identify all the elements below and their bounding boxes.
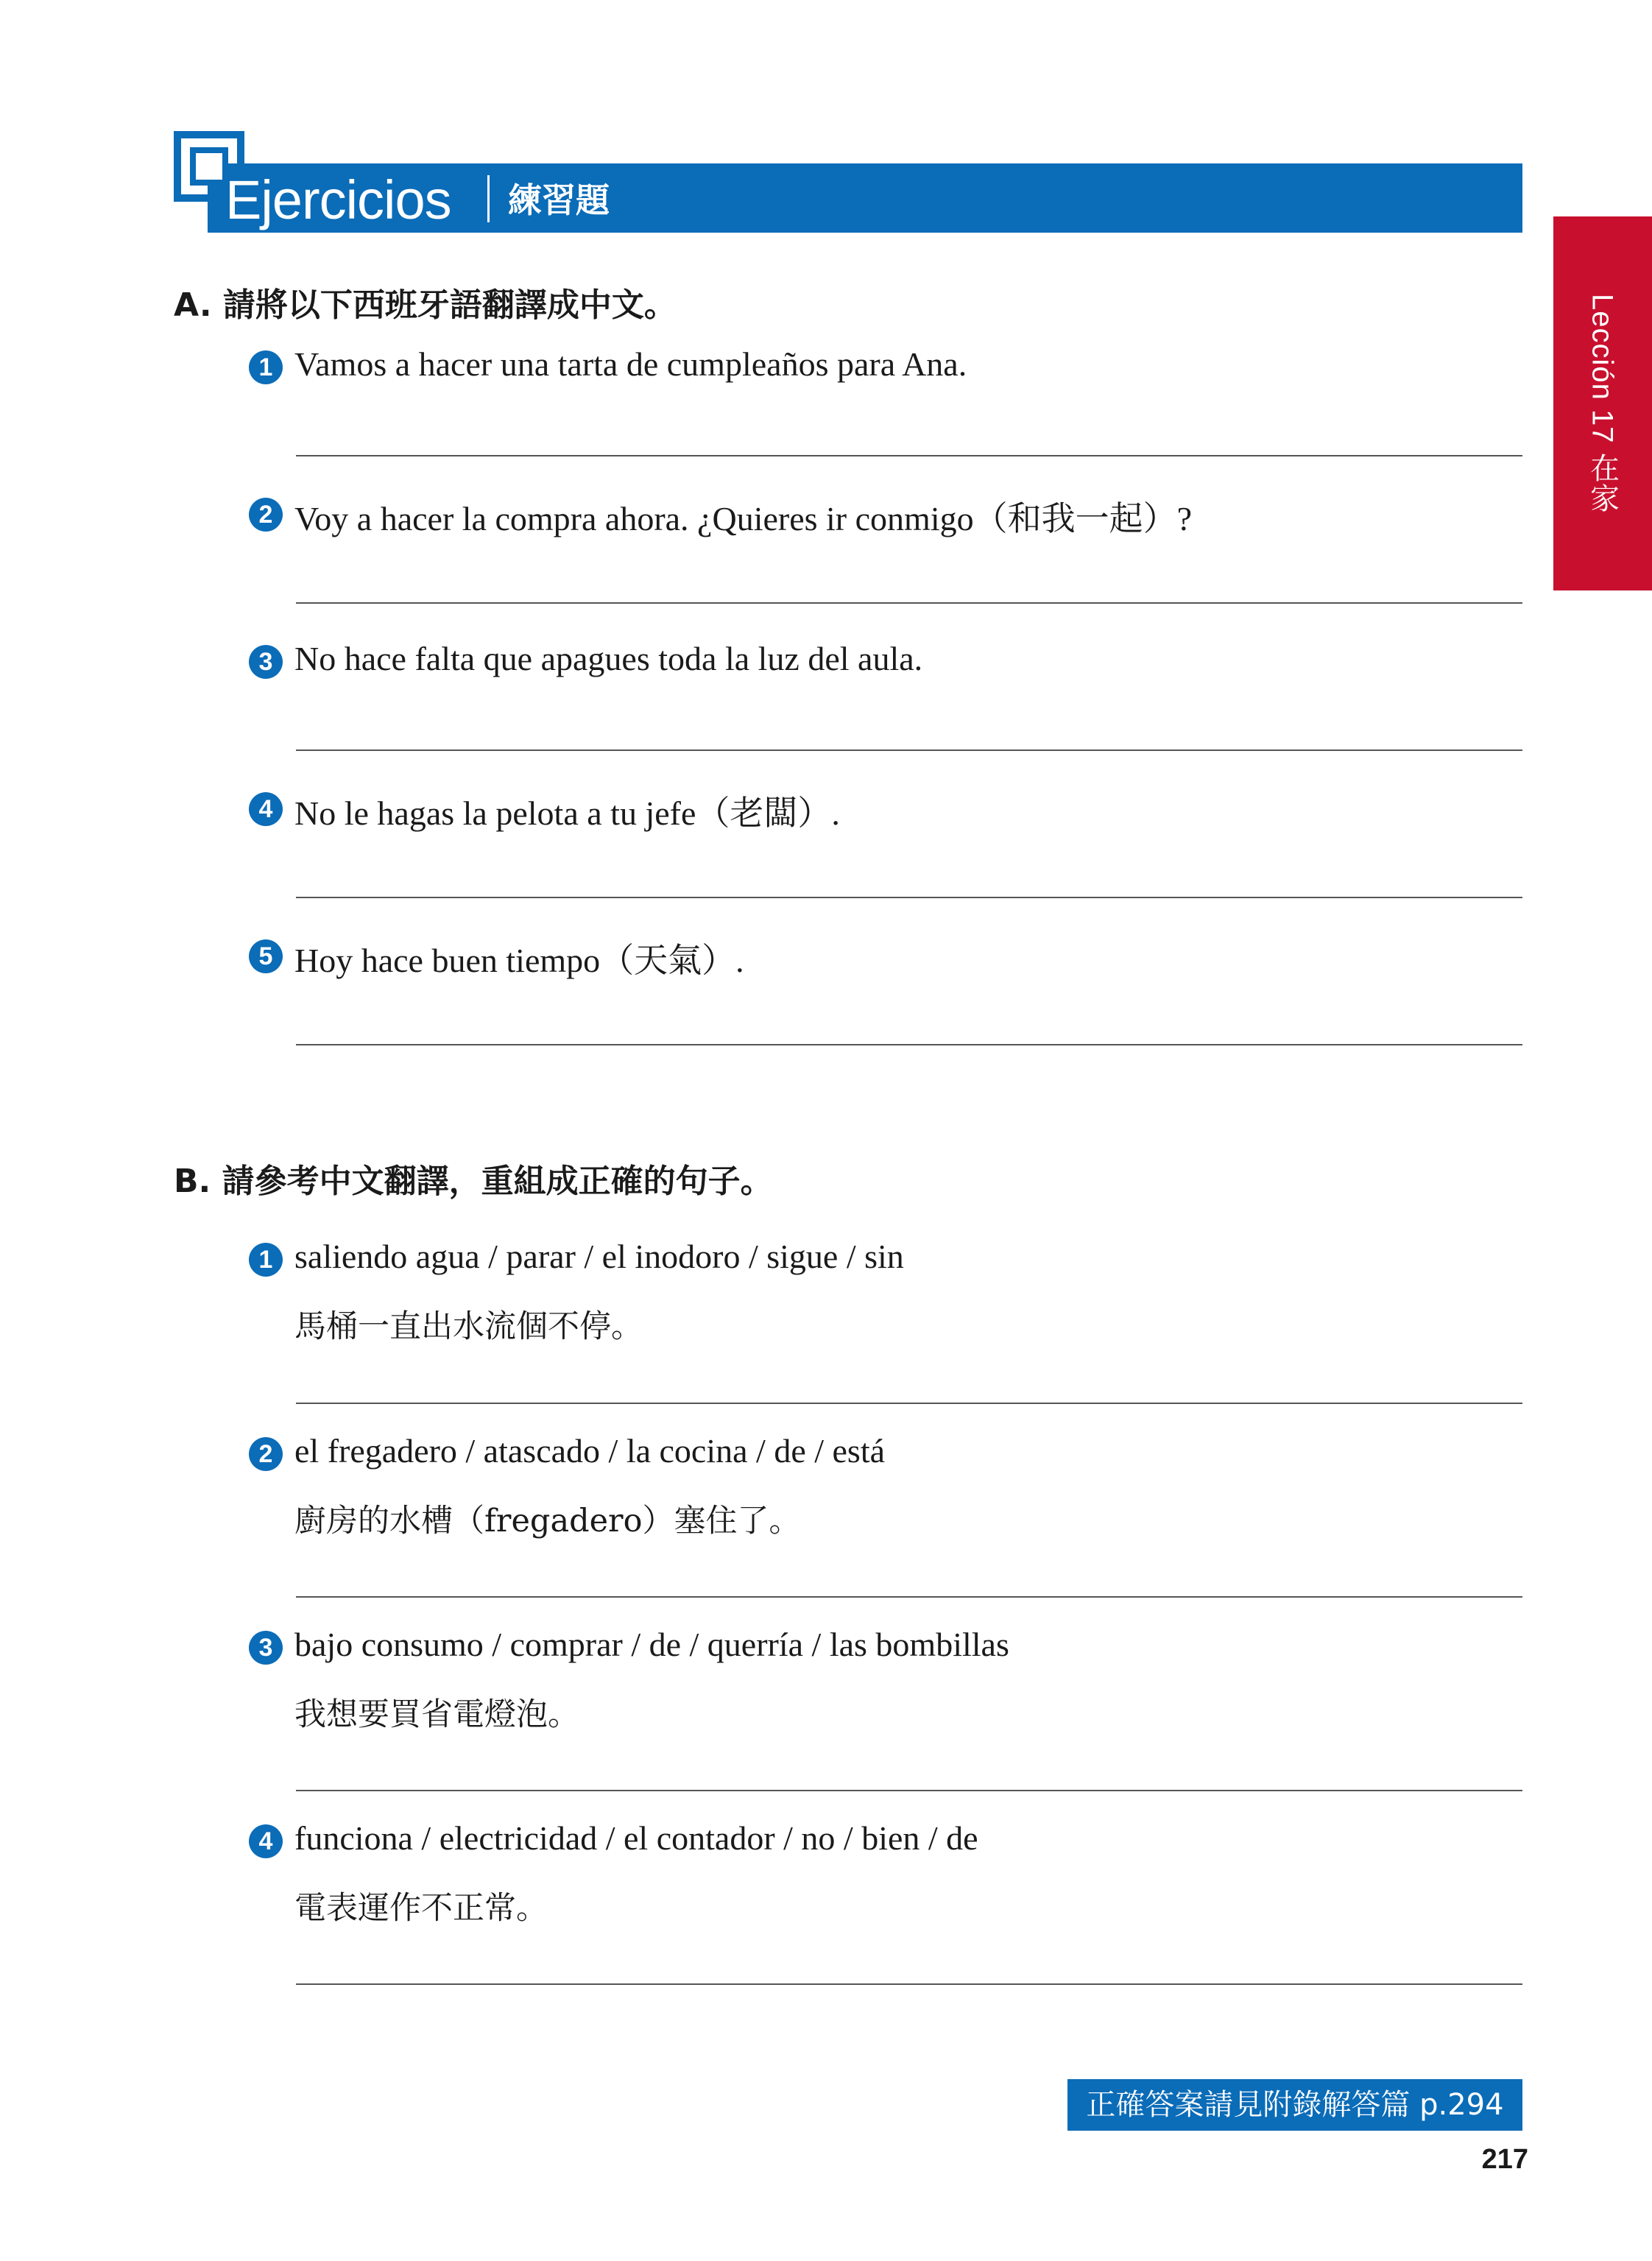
exercise-sentence: No le hagas la pelota a tu jefe（老闆）. [294, 794, 840, 832]
exercise-sentence: No hace falta que apagues toda la luz del aula. [294, 640, 923, 677]
answer-line-b3[interactable] [296, 1790, 1522, 1791]
answer-line-a3[interactable] [296, 749, 1522, 751]
chinese-translation-hint: 廚房的水槽（fregadero）塞住了。 [294, 1503, 801, 1539]
answer-line-a1[interactable] [296, 455, 1522, 456]
answer-line-a4[interactable] [296, 897, 1522, 898]
number-badge: 4 [249, 792, 283, 826]
header-decoration-inner-square [190, 147, 228, 186]
lesson-side-tab-label: Lección 17 在家 [1586, 294, 1619, 513]
lesson-side-tab [1553, 216, 1652, 590]
number-badge: 2 [249, 498, 283, 532]
answer-line-a5[interactable] [296, 1044, 1522, 1045]
section-b-heading: B. 請參考中文翻譯，重組成正確的句子。 [174, 1163, 773, 1200]
page-number: 217 [1481, 2144, 1528, 2175]
exercise-sentence: Voy a hacer la compra ahora. ¿Quieres ir conmigo（和我一起）? [294, 500, 1193, 537]
exercise-sentence: Vamos a hacer una tarta de cumpleaños para Ana. [294, 345, 967, 383]
page-subtitle: 練習題 [508, 180, 610, 220]
header-divider [487, 175, 490, 222]
exercise-sentence: el fregadero / atascado / la cocina / de / está [294, 1432, 886, 1470]
answer-line-b2[interactable] [296, 1596, 1522, 1598]
chinese-translation-hint: 我想要買省電燈泡。 [294, 1696, 579, 1733]
number-badge: 4 [249, 1824, 283, 1858]
number-badge: 3 [249, 645, 283, 679]
exercise-sentence: funciona / electricidad / el contador / no / bien / de [294, 1819, 978, 1857]
number-badge: 3 [249, 1631, 283, 1665]
number-badge: 1 [249, 1243, 283, 1277]
answer-reference-badge: 正確答案請見附錄解答篇 p.294 [1067, 2079, 1522, 2131]
answer-line-b1[interactable] [296, 1403, 1522, 1404]
answer-line-a2[interactable] [296, 602, 1522, 604]
number-badge: 5 [249, 939, 283, 973]
exercise-sentence: Hoy hace buen tiempo（天氣）. [294, 942, 744, 979]
page-title: Ejercicios [225, 169, 451, 230]
answer-line-b4[interactable] [296, 1983, 1522, 1985]
number-badge: 1 [249, 350, 283, 384]
section-a-heading: A. 請將以下西班牙語翻譯成中文。 [174, 286, 677, 324]
exercise-sentence: bajo consumo / comprar / de / querría / las bombillas [294, 1626, 1009, 1663]
exercise-sentence: saliendo agua / parar / el inodoro / sigue / sin [294, 1238, 904, 1275]
chinese-translation-hint: 馬桶一直出水流個不停。 [294, 1308, 643, 1345]
chinese-translation-hint: 電表運作不正常。 [294, 1890, 548, 1927]
number-badge: 2 [249, 1437, 283, 1471]
